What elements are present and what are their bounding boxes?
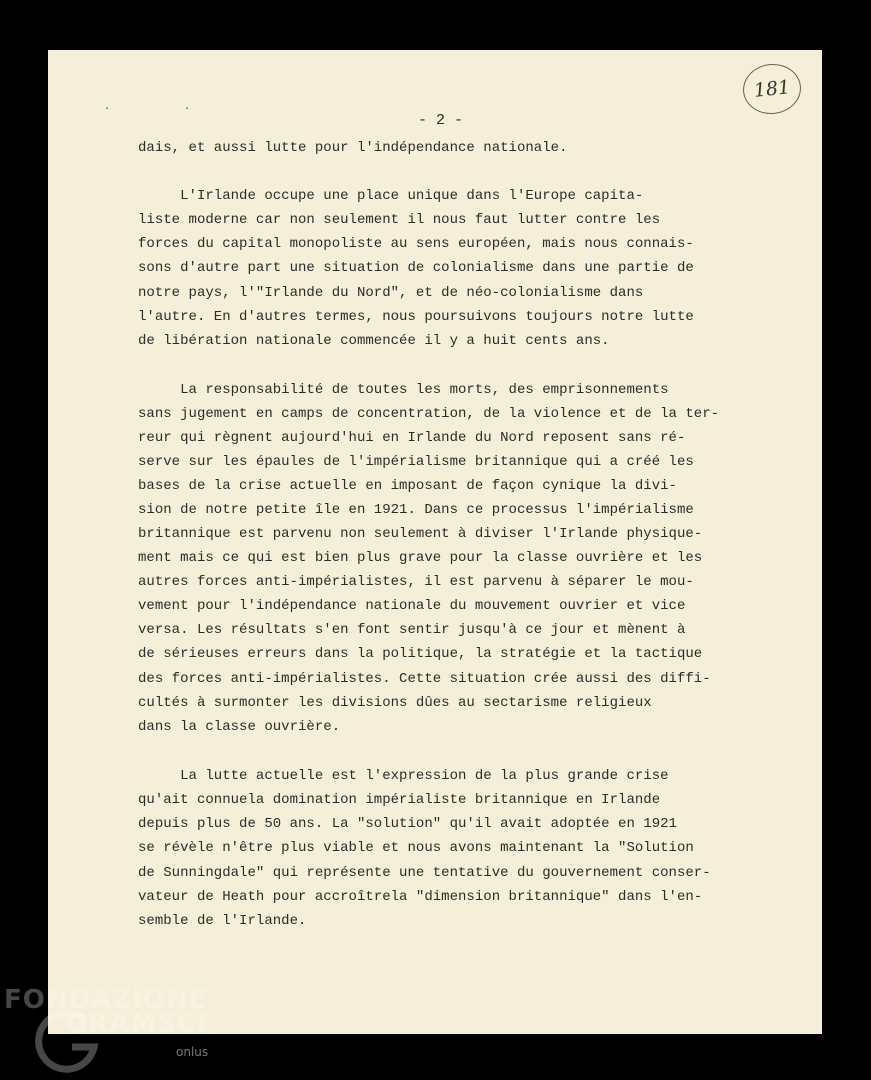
text-line: dans la classe ouvrière. [138, 719, 341, 735]
text-line: depuis plus de 50 ans. La "solution" qu'il avait adoptée en 1921 [138, 816, 677, 832]
text-line: britannique est parvenu non seulement à diviser l'Irlande physique- [138, 526, 703, 542]
page-specks: · · [104, 104, 225, 115]
text-line: sons d'autre part une situation de colonialisme dans une partie de [138, 260, 694, 276]
text-line: l'autre. En d'autres termes, nous poursuivons toujours notre lutte [138, 309, 694, 325]
watermark-line1: FONDAZIONE [4, 985, 208, 1015]
text-line: de sérieuses erreurs dans la politique, la stratégie et la tactique [138, 646, 703, 662]
text-line: serve sur les épaules de l'impérialisme britannique qui a créé les [138, 454, 694, 470]
text-line: notre pays, l'"Irlande du Nord", et de néo-colonialisme dans [138, 285, 644, 301]
text-line: de Sunningdale" qui représente une tentative du gouvernement conser- [138, 865, 711, 881]
text-line: qu'ait connuela domination impérialiste britannique en Irlande [138, 792, 661, 808]
text-line: forces du capital monopoliste au sens européen, mais nous connais- [138, 236, 694, 252]
text-line: liste moderne car non seulement il nous faut lutter contre les [138, 212, 661, 228]
page-number: - 2 - [417, 112, 463, 129]
text-line: dais, et aussi lutte pour l'indépendance nationale. [138, 140, 568, 156]
text-line: La lutte actuelle est l'expression de la plus grande crise [138, 768, 669, 784]
text-line: vateur de Heath pour accroîtrela "dimension britannique" dans l'en- [138, 889, 703, 905]
text-line: autres forces anti-impérialistes, il est parvenu à séparer le mou- [138, 574, 694, 590]
text-line: L'Irlande occupe une place unique dans l'Europe capita- [138, 188, 644, 204]
text-line: des forces anti-impérialistes. Cette situation crée aussi des diffi- [138, 671, 711, 687]
archive-watermark [4, 985, 224, 1075]
text-line: La responsabilité de toutes les morts, des emprisonnements [138, 382, 669, 398]
watermark-line2: GRAMSCI [66, 1009, 208, 1039]
text-line: ment mais ce qui est bien plus grave pour la classe ouvrière et les [138, 550, 703, 566]
text-line: semble de l'Irlande. [138, 913, 307, 929]
text-line: se révèle n'être plus viable et nous avons maintenant la "Solution [138, 840, 694, 856]
text-line: bases de la crise actuelle en imposant de façon cynique la divi- [138, 478, 677, 494]
text-line: cultés à surmonter les divisions dûes au sectarisme religieux [138, 695, 652, 711]
text-line: sans jugement en camps de concentration, de la violence et de la ter- [138, 406, 720, 422]
text-line: vement pour l'indépendance nationale du mouvement ouvrier et vice [138, 598, 686, 614]
text-line: sion de notre petite île en 1921. Dans ce processus l'impérialisme [138, 502, 694, 518]
text-line: reur qui règnent aujourd'hui en Irlande du Nord reposent sans ré- [138, 430, 686, 446]
folio-number: 181 [752, 76, 792, 102]
watermark-line3: onlus [176, 1045, 209, 1059]
text-line: de libération nationale commencée il y a huit cents ans. [138, 333, 610, 349]
text-line: versa. Les résultats s'en font sentir jusqu'à ce jour et mènent à [138, 622, 686, 638]
